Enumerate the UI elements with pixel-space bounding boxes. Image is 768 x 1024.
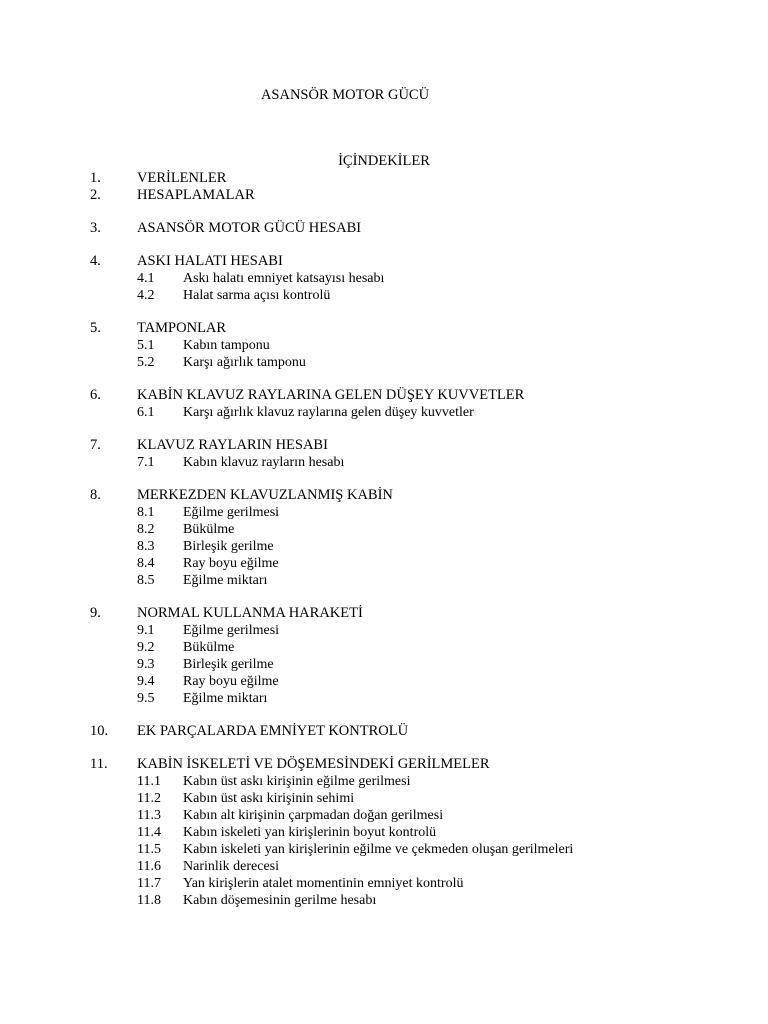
- toc-subsection: [0, 504, 768, 521]
- toc-subsection: [0, 858, 768, 875]
- toc-section: [0, 723, 768, 740]
- toc-section-number: 8.: [90, 487, 101, 503]
- toc-subsection-number: 11.6: [137, 859, 161, 874]
- toc-section: [0, 605, 768, 707]
- toc-subsection-number: 5.2: [137, 355, 155, 370]
- toc-section-title: EK PARÇALARDA EMNİYET KONTROLÜ: [137, 723, 409, 739]
- toc-subsection-title: Ray boyu eğilme: [183, 556, 279, 571]
- toc-subsection-number: 4.2: [137, 288, 155, 303]
- toc-section: [0, 387, 768, 421]
- toc-subsection-title: Eğilme miktarı: [183, 573, 268, 588]
- toc-subsection-number: 5.1: [137, 338, 155, 353]
- toc-spacer: [0, 707, 768, 723]
- toc-section-title: VERİLENLER: [137, 170, 227, 186]
- toc-subsection-title: Kabın tamponu: [183, 338, 270, 353]
- toc-subsection-title: Kabın üst askı kirişinin eğilme gerilmesi: [183, 774, 411, 789]
- toc-subsection: [0, 790, 768, 807]
- toc-subsection: [0, 656, 768, 673]
- toc-subsection-title: Karşı ağırlık klavuz raylarına gelen düşey kuvvetler: [183, 405, 474, 420]
- toc-subsection: [0, 841, 768, 858]
- toc-subsection-title: Karşı ağırlık tamponu: [183, 355, 306, 370]
- toc-section-heading: [0, 723, 768, 740]
- toc-section: [0, 253, 768, 304]
- toc-subsection: [0, 807, 768, 824]
- toc-subsection: [0, 892, 768, 909]
- toc-subsection: [0, 875, 768, 892]
- document-title: ASANSÖR MOTOR GÜCÜ: [260, 87, 430, 103]
- toc-subsection-title: Eğilme gerilmesi: [183, 623, 280, 638]
- toc-section-heading: [0, 220, 768, 237]
- toc-subsection-number: 9.5: [137, 691, 155, 706]
- toc-spacer: [0, 237, 768, 253]
- toc-section-number: 4.: [90, 253, 101, 269]
- toc-spacer: [0, 589, 768, 605]
- toc-subsection: [0, 287, 768, 304]
- toc-section: [0, 187, 768, 204]
- toc-section: [0, 487, 768, 589]
- toc-subsection-number: 9.2: [137, 640, 155, 655]
- toc-subsection-number: 8.1: [137, 505, 155, 520]
- toc-section-title: NORMAL KULLANMA HARAKETİ: [137, 605, 363, 621]
- toc-subsection-number: 9.1: [137, 623, 155, 638]
- toc-subsection-title: Kabın klavuz rayların hesabı: [183, 455, 345, 470]
- toc-section: [0, 320, 768, 371]
- toc-spacer: [0, 204, 768, 220]
- toc-section-number: 3.: [90, 220, 101, 236]
- toc-subsection-number: 6.1: [137, 405, 155, 420]
- toc-subsection-number: 9.4: [137, 674, 155, 689]
- toc-subsection-title: Askı halatı emniyet katsayısı hesabı: [183, 271, 385, 286]
- table-of-contents: [0, 170, 768, 909]
- toc-subsection: [0, 673, 768, 690]
- toc-section-heading: [0, 320, 768, 337]
- toc-subsection-title: Kabın alt kirişinin çarpmadan doğan gerilmesi: [183, 808, 444, 823]
- toc-subsection: [0, 572, 768, 589]
- toc-spacer: [0, 740, 768, 756]
- toc-subsection: [0, 622, 768, 639]
- toc-section-title: KABİN İSKELETİ VE DÖŞEMESİNDEKİ GERİLMELER: [137, 756, 490, 772]
- toc-subsection: [0, 538, 768, 555]
- toc-section-title: MERKEZDEN KLAVUZLANMIŞ KABİN: [137, 487, 393, 503]
- toc-subsection-title: Kabın iskeleti yan kirişlerinin eğilme ve çekmeden oluşan gerilmeleri: [183, 842, 574, 857]
- toc-section-title: ASKI HALATI HESABI: [137, 253, 283, 269]
- toc-subsection-title: Kabın döşemesinin gerilme hesabı: [183, 893, 377, 908]
- toc-subsection: [0, 337, 768, 354]
- toc-section-heading: [0, 187, 768, 204]
- toc-subsection-number: 8.4: [137, 556, 155, 571]
- toc-subsection-number: 8.5: [137, 573, 155, 588]
- toc-section-heading: [0, 605, 768, 622]
- toc-subsection-title: Bükülme: [183, 522, 235, 537]
- toc-section: [0, 756, 768, 909]
- toc-subsection-number: 8.3: [137, 539, 155, 554]
- toc-subsection-number: 11.3: [137, 808, 161, 823]
- toc-subsection-number: 9.3: [137, 657, 155, 672]
- toc-section-heading: [0, 437, 768, 454]
- toc-subsection: [0, 773, 768, 790]
- toc-subsection: [0, 270, 768, 287]
- toc-section-number: 5.: [90, 320, 101, 336]
- toc-subsection-title: Birleşik gerilme: [183, 657, 274, 672]
- toc-subsection-title: Birleşik gerilme: [183, 539, 274, 554]
- toc-section-number: 11.: [90, 756, 108, 772]
- toc-spacer: [0, 471, 768, 487]
- toc-section-heading: [0, 487, 768, 504]
- toc-subsection-title: Narinlik derecesi: [183, 859, 280, 874]
- toc-section-number: 10.: [90, 723, 109, 739]
- toc-subsection-title: Bükülme: [183, 640, 235, 655]
- toc-section-title: KABİN KLAVUZ RAYLARINA GELEN DÜŞEY KUVVETLER: [137, 387, 525, 403]
- toc-subsection-title: Yan kirişlerin atalet momentinin emniyet kontrolü: [183, 876, 464, 891]
- toc-subsection-number: 4.1: [137, 271, 155, 286]
- toc-subsection-number: 11.5: [137, 842, 161, 857]
- toc-subsection-number: 11.7: [137, 876, 161, 891]
- toc-subsection-number: 7.1: [137, 455, 155, 470]
- toc-section: [0, 170, 768, 187]
- toc-subsection-number: 11.1: [137, 774, 161, 789]
- toc-subsection: [0, 454, 768, 471]
- toc-subsection-title: Kabın iskeleti yan kirişlerinin boyut kontrolü: [183, 825, 437, 840]
- toc-section-title: HESAPLAMALAR: [137, 187, 255, 203]
- toc-subsection-title: Eğilme gerilmesi: [183, 505, 280, 520]
- toc-subsection-number: 11.4: [137, 825, 161, 840]
- toc-section-number: 6.: [90, 387, 101, 403]
- toc-section: [0, 437, 768, 471]
- toc-section-number: 9.: [90, 605, 101, 621]
- toc-subsection-title: Ray boyu eğilme: [183, 674, 279, 689]
- toc-section-number: 2.: [90, 187, 101, 203]
- toc-section-title: ASANSÖR MOTOR GÜCÜ HESABI: [137, 220, 362, 236]
- toc-subsection: [0, 690, 768, 707]
- toc-section-number: 7.: [90, 437, 101, 453]
- toc-subsection: [0, 404, 768, 421]
- toc-subsection: [0, 354, 768, 371]
- toc-section-heading: [0, 253, 768, 270]
- toc-subsection: [0, 639, 768, 656]
- toc-subsection-title: Halat sarma açısı kontrolü: [183, 288, 331, 303]
- toc-spacer: [0, 371, 768, 387]
- toc-subsection-number: 8.2: [137, 522, 155, 537]
- toc-section: [0, 220, 768, 237]
- toc-section-heading: [0, 756, 768, 773]
- toc-section-number: 1.: [90, 170, 101, 186]
- toc-section-title: TAMPONLAR: [137, 320, 227, 336]
- toc-subsection-number: 11.8: [137, 893, 161, 908]
- toc-subsection-number: 11.2: [137, 791, 161, 806]
- toc-subsection-title: Kabın üst askı kirişinin sehimi: [183, 791, 355, 806]
- toc-spacer: [0, 304, 768, 320]
- toc-subsection: [0, 824, 768, 841]
- toc-section-heading: [0, 170, 768, 187]
- toc-subsection-title: Eğilme miktarı: [183, 691, 268, 706]
- toc-section-title: KLAVUZ RAYLARIN HESABI: [137, 437, 328, 453]
- toc-subsection: [0, 555, 768, 572]
- toc-section-heading: [0, 387, 768, 404]
- toc-spacer: [0, 421, 768, 437]
- toc-heading: İÇİNDEKİLER: [338, 153, 430, 169]
- toc-subsection: [0, 521, 768, 538]
